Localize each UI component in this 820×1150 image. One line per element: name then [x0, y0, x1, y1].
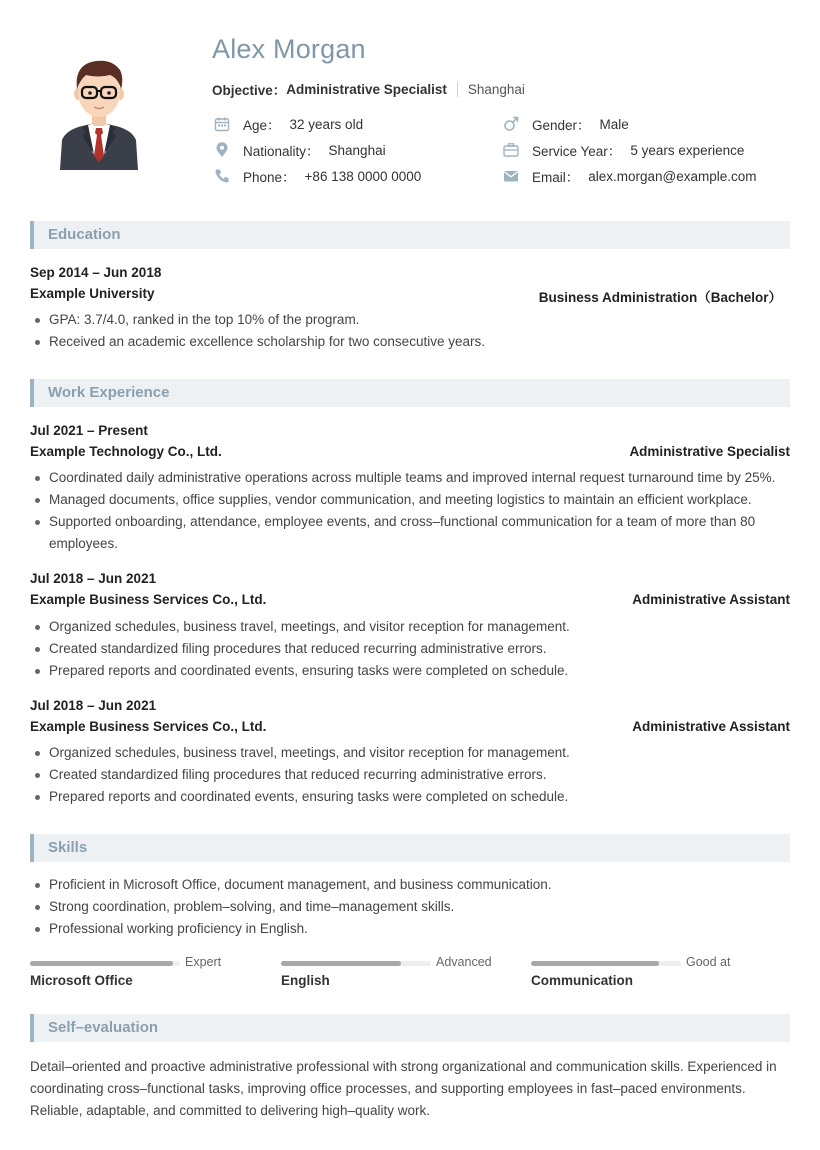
- location-pin-icon: [214, 142, 230, 158]
- nationality-label: Nationality：: [243, 144, 320, 159]
- calendar-icon: [214, 116, 230, 132]
- job-date: Jul 2018 – Jun 2021: [30, 698, 157, 713]
- list-item: Created standardized filing procedures that reduced recurring administrative errors.: [30, 638, 800, 660]
- skill-fill: [30, 961, 173, 966]
- info-gender: [503, 114, 629, 134]
- skill-level: Good at: [686, 955, 731, 969]
- skill-fill: [281, 961, 401, 966]
- section-self-evaluation-header: [30, 1014, 790, 1042]
- list-item: Organized schedules, business travel, meetings, and visitor reception for management.: [30, 742, 800, 764]
- skill-track: [531, 961, 681, 966]
- email-label: Email：: [532, 170, 580, 185]
- skills-bullets: [30, 874, 800, 940]
- list-item: Supported onboarding, attendance, employee events, and cross–functional communication for a team of more than 80 employees.: [30, 511, 800, 555]
- education-school: Example University: [30, 286, 155, 301]
- age-label: Age：: [243, 118, 281, 133]
- skill-name: Microsoft Office: [30, 973, 133, 988]
- nationality-value: Shanghai: [328, 142, 386, 158]
- job-date: Jul 2018 – Jun 2021: [30, 571, 157, 586]
- education-bullets: [30, 309, 800, 353]
- list-item: GPA: 3.7/4.0, ranked in the top 10% of the program.: [30, 309, 800, 331]
- skill-bar-english: [281, 955, 491, 995]
- service-year-label: Service Year：: [532, 144, 622, 159]
- job-company: Example Business Services Co., Ltd.: [30, 719, 267, 734]
- skill-track: [281, 961, 431, 966]
- section-work-header: [30, 379, 790, 407]
- section-skills-header: [30, 834, 790, 862]
- education-date: Sep 2014 – Jun 2018: [30, 265, 162, 280]
- gender-male-icon: [503, 116, 519, 132]
- education-degree: Business Administration（Bachelor）: [538, 290, 782, 305]
- avatar-illustration: [52, 56, 146, 170]
- candidate-name: Alex Morgan: [212, 34, 366, 64]
- info-email: [503, 166, 757, 186]
- job-role: Administrative Assistant: [632, 592, 790, 607]
- job-role: Administrative Specialist: [629, 444, 790, 459]
- list-item: Prepared reports and coordinated events, ensuring tasks were completed on schedule.: [30, 786, 800, 808]
- gender-label: Gender：: [532, 118, 591, 133]
- job-bullets: [30, 467, 800, 555]
- phone-icon: [214, 168, 230, 184]
- divider: [457, 82, 458, 97]
- job-company: Example Business Services Co., Ltd.: [30, 592, 267, 607]
- list-item: Professional working proficiency in English.: [30, 918, 800, 940]
- phone-value: +86 138 0000 0000: [304, 168, 422, 184]
- list-item: Coordinated daily administrative operations across multiple teams and improved internal request turnaround time by 25%.: [30, 467, 800, 489]
- section-title: Self–evaluation: [48, 1019, 159, 1036]
- info-service-year: [503, 140, 744, 160]
- self-evaluation-text: Detail–oriented and proactive administrative professional with strong organizational and communication skills. Experienced in coordinating cross–functional tasks, improving office processes, and supporting employees in fast–paced environments. Reliable, adaptable, and committed to delivering high–quality work.: [30, 1059, 777, 1118]
- objective-city: Shanghai: [467, 81, 525, 97]
- list-item: Proficient in Microsoft Office, document management, and business communication.: [30, 874, 800, 896]
- job-company: Example Technology Co., Ltd.: [30, 444, 222, 459]
- objective-line: [212, 79, 525, 99]
- age-value: 32 years old: [289, 116, 364, 132]
- skill-name: English: [281, 973, 330, 988]
- list-item: Managed documents, office supplies, vendor communication, and meeting logistics to maintain an efficient workplace.: [30, 489, 800, 511]
- job-date: Jul 2021 – Present: [30, 423, 148, 438]
- list-item: Created standardized filing procedures that reduced recurring administrative errors.: [30, 764, 800, 786]
- skill-name: Communication: [531, 973, 634, 988]
- envelope-icon: [503, 168, 519, 184]
- objective-label: Objective：: [212, 83, 287, 98]
- list-item: Received an academic excellence scholarship for two consecutive years.: [30, 331, 800, 353]
- section-title: Work Experience: [48, 384, 170, 401]
- section-title: Education: [48, 226, 121, 243]
- job-bullets: [30, 616, 800, 682]
- briefcase-icon: [503, 142, 519, 158]
- skill-bar-communication: [531, 955, 741, 995]
- info-age: [214, 114, 363, 134]
- objective-value: Administrative Specialist: [286, 81, 447, 97]
- skill-track: [30, 961, 180, 966]
- list-item: Strong coordination, problem–solving, and time–management skills.: [30, 896, 800, 918]
- skill-level: Advanced: [436, 955, 492, 969]
- skill-bar-microsoft-office: [30, 955, 240, 995]
- section-title: Skills: [48, 839, 88, 856]
- service-year-value: 5 years experience: [630, 142, 745, 158]
- skill-level: Expert: [185, 955, 222, 969]
- info-nationality: [214, 140, 386, 160]
- email-value: alex.morgan@example.com: [588, 168, 757, 184]
- skill-fill: [531, 961, 659, 966]
- section-education-header: [30, 221, 790, 249]
- job-bullets: [30, 742, 800, 808]
- gender-value: Male: [599, 116, 629, 132]
- phone-label: Phone：: [243, 170, 296, 185]
- list-item: Prepared reports and coordinated events, ensuring tasks were completed on schedule.: [30, 660, 800, 682]
- info-phone: [214, 166, 421, 186]
- avatar: [52, 56, 146, 170]
- list-item: Organized schedules, business travel, meetings, and visitor reception for management.: [30, 616, 800, 638]
- job-role: Administrative Assistant: [632, 719, 790, 734]
